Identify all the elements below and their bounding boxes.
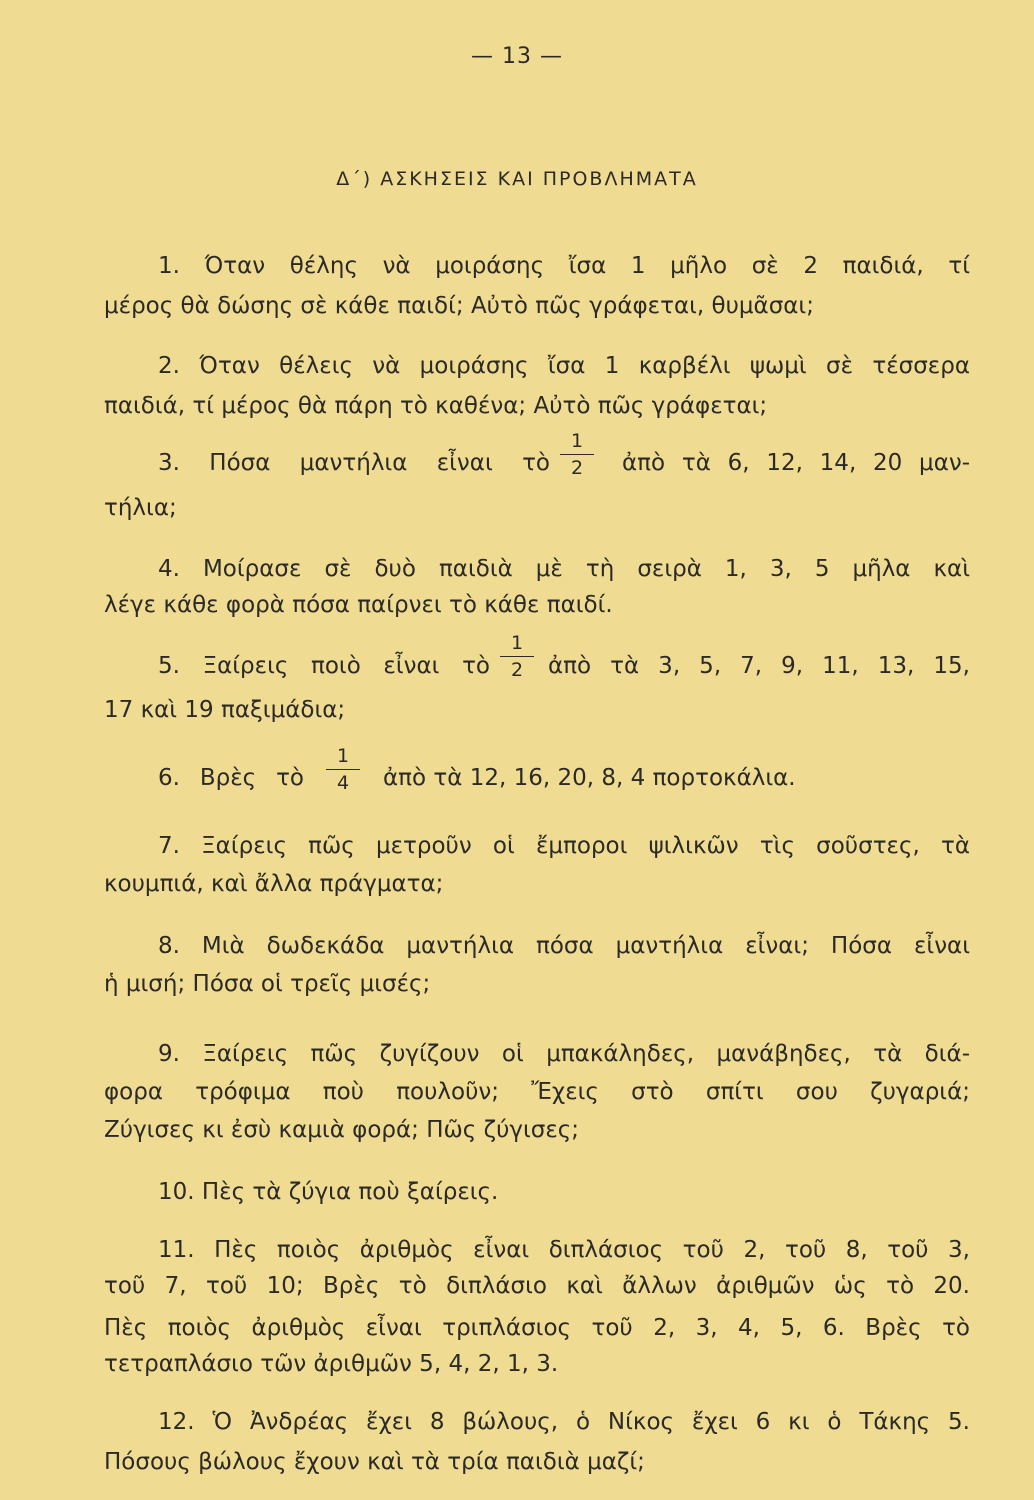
fraction-bar <box>326 769 360 770</box>
fraction-numerator: 1 <box>570 430 584 452</box>
fraction-bar <box>500 656 534 657</box>
fraction-one-quarter <box>326 745 360 794</box>
exercise-11-line-1: 11. Πὲς ποιὸς ἀριθμὸς εἶναι διπλάσιος τοῦ 2, τοῦ 8, τοῦ 3, <box>158 1237 970 1263</box>
section-heading: Δ΄) ΑΣΚΗΣΕΙΣ ΚΑΙ ΠΡΟΒΛΗΜΑΤΑ <box>336 168 698 190</box>
exercise-12-line-2: Πόσους βώλους ἔχουν καὶ τὰ τρία παιδιὰ μαζί; <box>104 1449 645 1475</box>
exercise-7-line-1: 7. Ξαίρεις πῶς μετροῦν οἱ ἔμποροι ψιλικῶν τὶς σοῦστες, τὰ <box>158 833 970 859</box>
exercise-9-line-2: φορα τρόφιμα ποὺ πουλοῦν; Ἔχεις στὸ σπίτι σου ζυγαριά; <box>104 1079 970 1105</box>
exercise-3-line-1-b: ἀπὸ τὰ 6, 12, 14, 20 μαν- <box>622 450 970 476</box>
exercise-5-line-1-a: 5. Ξαίρεις ποιὸ εἶναι τὸ <box>158 653 490 679</box>
exercise-10-line-1: 10. Πὲς τὰ ζύγια ποὺ ξαίρεις. <box>158 1179 499 1205</box>
exercise-3-line-2: τήλια; <box>104 495 177 521</box>
exercise-3-line-1-a: 3. Πόσα μαντήλια εἶναι τὸ <box>158 450 550 476</box>
fraction-denominator: 2 <box>570 457 584 479</box>
fraction-one-half <box>500 632 534 681</box>
fraction-bar <box>560 454 594 455</box>
page-number: — 13 — <box>471 44 563 69</box>
exercise-7-line-2: κουμπιά, καὶ ἄλλα πράγματα; <box>104 871 444 897</box>
exercise-1-line-1: 1. Όταν θέλης νὰ μοιράσης ἴσα 1 μῆλο σὲ 2 παιδιά, τί <box>158 253 970 279</box>
exercise-4-line-1: 4. Μοίρασε σὲ δυὸ παιδιὰ μὲ τὴ σειρὰ 1, 3, 5 μῆλα καὶ <box>158 556 970 582</box>
exercise-5-line-1-b: ἀπὸ τὰ 3, 5, 7, 9, 11, 13, 15, <box>548 653 970 679</box>
fraction-denominator: 2 <box>510 659 524 681</box>
exercise-9-line-1: 9. Ξαίρεις πῶς ζυγίζουν οἱ μπακάληδες, μανάβηδες, τὰ διά- <box>158 1041 970 1067</box>
exercise-8-line-1: 8. Μιὰ δωδεκάδα μαντήλια πόσα μαντήλια εἶναι; Πόσα εἶναι <box>158 933 970 959</box>
fraction-numerator: 1 <box>336 745 350 767</box>
exercise-11-line-3: Πὲς ποιὸς ἀριθμὸς εἶναι τριπλάσιος τοῦ 2, 3, 4, 5, 6. Βρὲς τὸ <box>104 1315 970 1341</box>
exercise-8-line-2: ἡ μισή; Πόσα οἱ τρεῖς μισές; <box>104 971 431 997</box>
exercise-2-line-1: 2. Όταν θέλεις νὰ μοιράσης ἴσα 1 καρβέλι ψωμὶ σὲ τέσσερα <box>158 353 970 379</box>
fraction-numerator: 1 <box>510 632 524 654</box>
exercise-11-line-4: τετραπλάσιο τῶν ἀριθμῶν 5, 4, 2, 1, 3. <box>104 1351 559 1377</box>
exercise-6-line-1-b: ἀπὸ τὰ 12, 16, 20, 8, 4 πορτοκάλια. <box>383 765 796 791</box>
fraction-one-half <box>560 430 594 479</box>
exercise-6-line-1-a: 6. Βρὲς τὸ <box>158 765 304 791</box>
exercise-5-line-2: 17 καὶ 19 παξιμάδια; <box>104 697 346 723</box>
exercise-2-line-2: παιδιά, τί μέρος θὰ πάρη τὸ καθένα; Αὐτὸ πῶς γράφεται; <box>104 393 768 419</box>
exercise-9-line-3: Ζύγισες κι ἐσὺ καμιὰ φορά; Πῶς ζύγισες; <box>104 1117 580 1143</box>
exercise-12-line-1: 12. Ὁ Ἀνδρέας ἔχει 8 βώλους, ὁ Νίκος ἔχει 6 κι ὁ Τάκης 5. <box>158 1409 970 1435</box>
fraction-denominator: 4 <box>336 772 350 794</box>
exercise-4-line-2: λέγε κάθε φορὰ πόσα παίρνει τὸ κάθε παιδί. <box>104 592 613 618</box>
exercise-11-line-2: τοῦ 7, τοῦ 10; Βρὲς τὸ διπλάσιο καὶ ἄλλων ἀριθμῶν ὡς τὸ 20. <box>104 1273 970 1299</box>
exercise-1-line-2: μέρος θὰ δώσης σὲ κάθε παιδί; Αὐτὸ πῶς γράφεται, θυμᾶσαι; <box>104 293 814 319</box>
